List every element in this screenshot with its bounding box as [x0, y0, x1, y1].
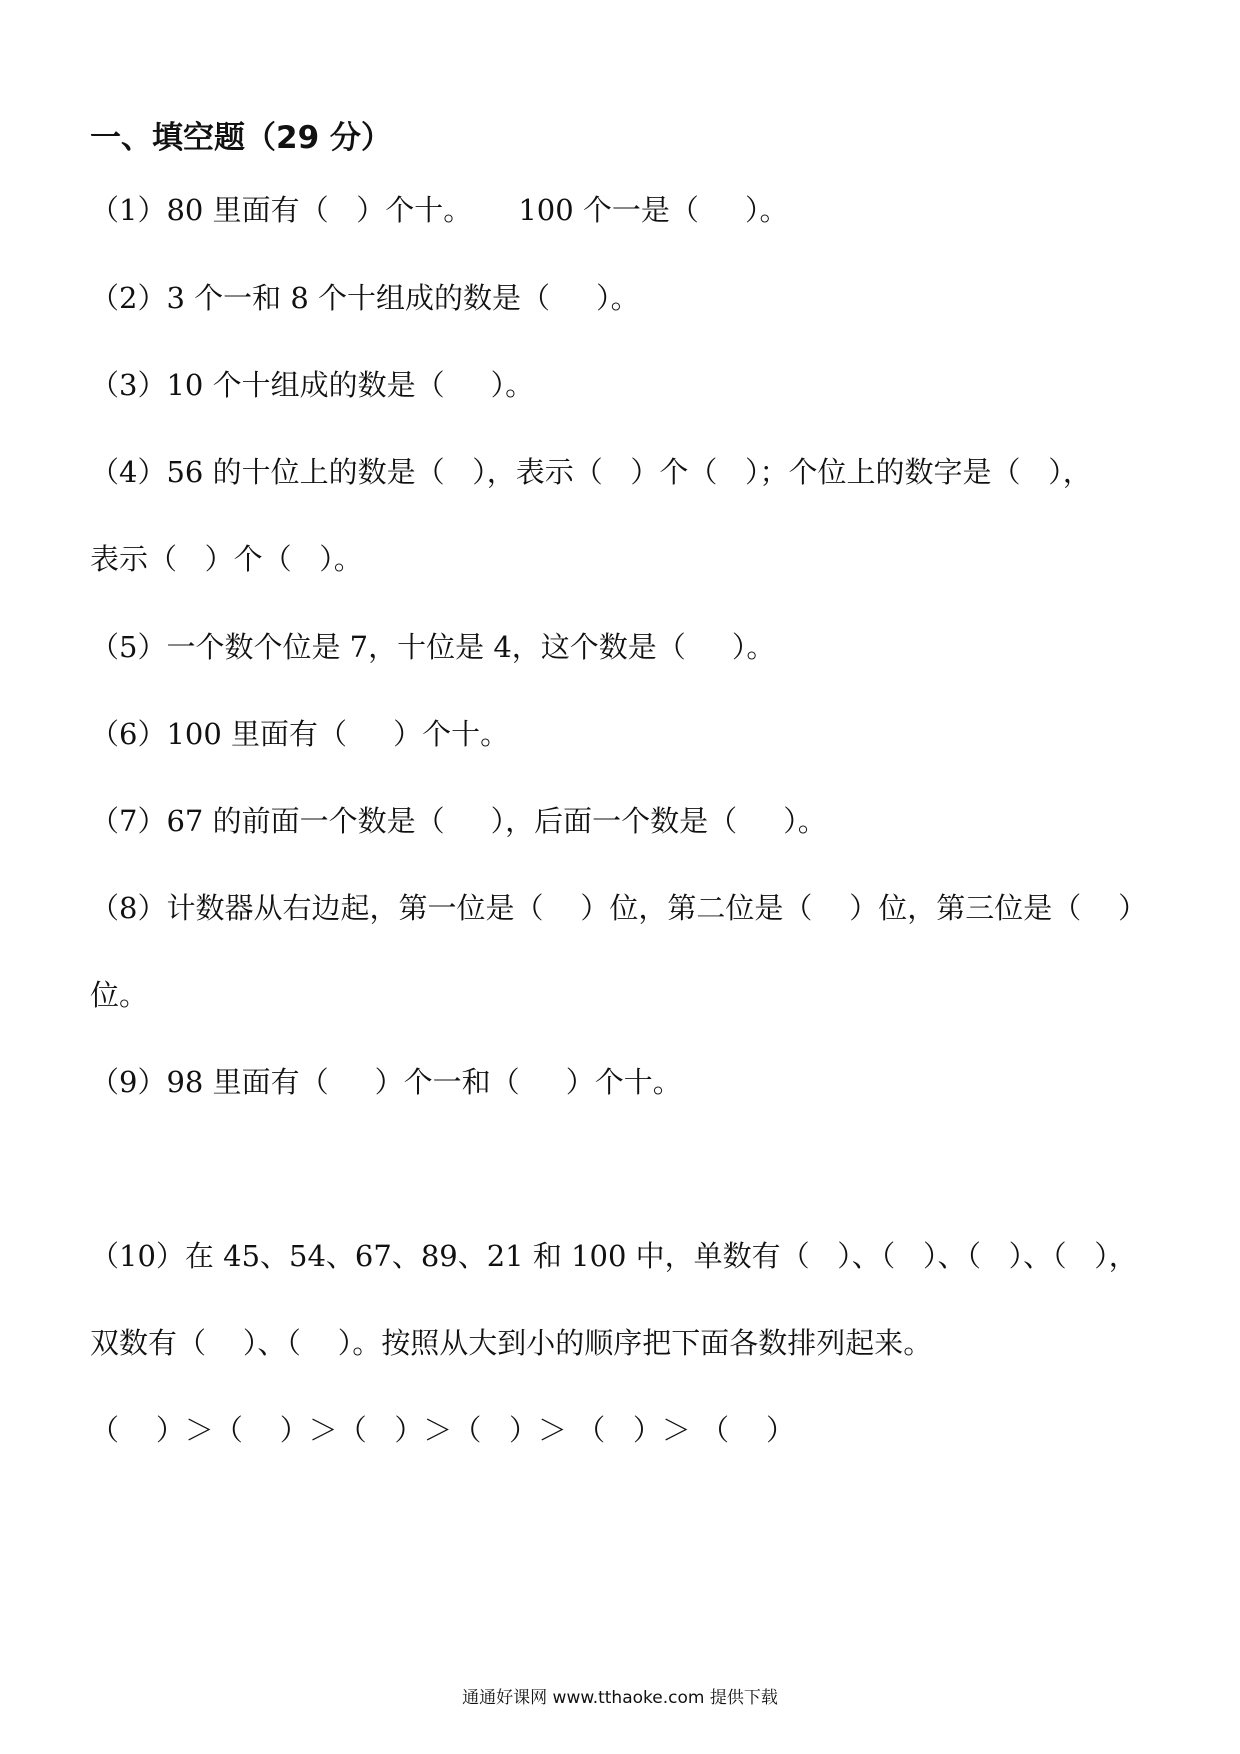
- section-title: 一、填空题（29 分）: [90, 120, 392, 156]
- question-5: （5）一个数个位是 7，十位是 4，这个数是（ ）。: [90, 630, 776, 664]
- question-10-continued: 双数有（ ）、（ ）。按照从大到小的顺序把下面各数排列起来。: [90, 1326, 933, 1360]
- ordering-blanks: （ ）＞（ ）＞（ ）＞（ ）＞ （ ）＞ （ ）: [90, 1413, 796, 1447]
- question-10: （10）在 45、54、67、89、21 和 100 中，单数有（ ）、（ ）、（ ）、（ ），: [90, 1239, 1138, 1273]
- question-8-continued: 位。: [90, 978, 149, 1012]
- question-3: （3）10 个十组成的数是（ ）。: [90, 368, 535, 402]
- footer-source: 通通好课网 www.tthaoke.com 提供下载: [462, 1688, 778, 1708]
- question-9: （9）98 里面有（ ）个一和（ ）个十。: [90, 1065, 682, 1099]
- question-2: （2）3 个一和 8 个十组成的数是（ ）。: [90, 281, 640, 315]
- question-8: （8）计数器从右边起，第一位是（ ）位，第二位是（ ）位，第三位是（ ）: [90, 891, 1148, 925]
- question-6: （6）100 里面有（ ）个十。: [90, 717, 510, 751]
- question-7: （7）67 的前面一个数是（ ），后面一个数是（ ）。: [90, 804, 827, 838]
- question-1: （1）80 里面有（ ）个十。 100 个一是（ ）。: [90, 193, 789, 227]
- question-4: （4）56 的十位上的数是（ ），表示（ ）个（ ）；个位上的数字是（ ），: [90, 455, 1092, 489]
- question-4-continued: 表示（ ）个（ ）。: [90, 542, 363, 576]
